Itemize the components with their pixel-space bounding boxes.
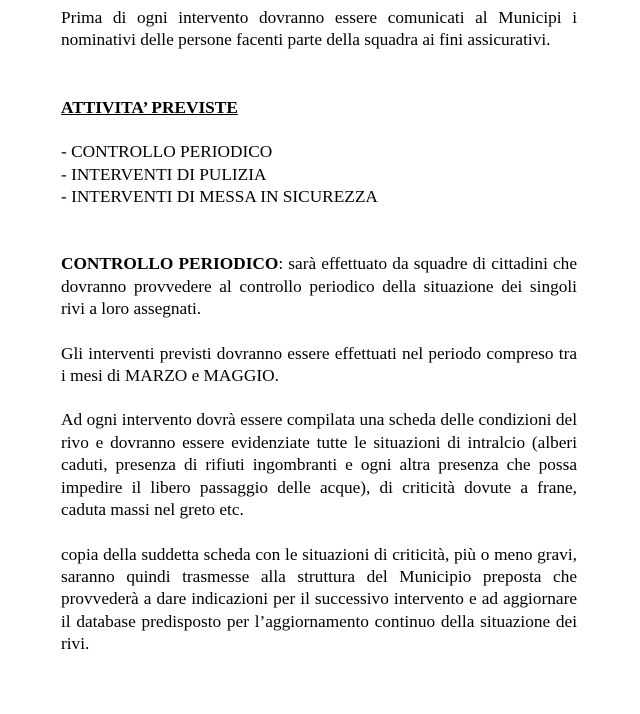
periodo-paragraph: Gli interventi previsti dovranno essere effettuati nel periodo compreso tra i mesi di MARZO e MAGGIO. <box>61 343 577 386</box>
document-page <box>61 7 577 656</box>
activities-list <box>61 141 577 208</box>
scheda-paragraph: Ad ogni intervento dovrà essere compilata una scheda delle condizioni del rivo e dovranno essere evidenziate tutte le situazioni di intralcio (alberi caduti, presenza di rifiuti ingombranti e ogni altra presenza che possa impedire il libero passaggio delle acque), di criticità dovute a frane, caduta massi nel greto etc. <box>61 410 577 520</box>
intro-paragraph: Prima di ogni intervento dovranno essere comunicati al Municipi i nominativi delle persone facenti parte della squadra ai fini assicurativi. <box>61 8 577 50</box>
activity-item: - INTERVENTI DI MESSA IN SICUREZZA <box>61 187 378 207</box>
activity-item: - CONTROLLO PERIODICO <box>61 142 273 162</box>
activity-item: - INTERVENTI DI PULIZIA <box>61 164 267 184</box>
section-heading: ATTIVITA’ PREVISTE <box>61 97 238 117</box>
controllo-paragraph <box>61 253 577 320</box>
spacer <box>61 52 577 97</box>
spacer <box>61 119 577 141</box>
controllo-text: : sarà effettuato da squadre di cittadini che dovranno provvedere al controllo periodico della situazione dei singoli rivi a loro assegnati. <box>61 254 577 319</box>
spacer <box>61 321 577 343</box>
spacer <box>61 387 577 409</box>
spacer <box>61 522 577 544</box>
copia-paragraph: copia della suddetta scheda con le situazioni di criticità, più o meno gravi, saranno quindi trasmesse alla struttura del Municipio preposta che provvederà a dare indicazioni per il successivo intervento e ad aggiornare il database predisposto per l’aggiornamento continuo della situazione dei rivi. <box>61 544 577 654</box>
controllo-lead: CONTROLLO PERIODICO <box>61 254 279 274</box>
spacer <box>61 208 577 253</box>
